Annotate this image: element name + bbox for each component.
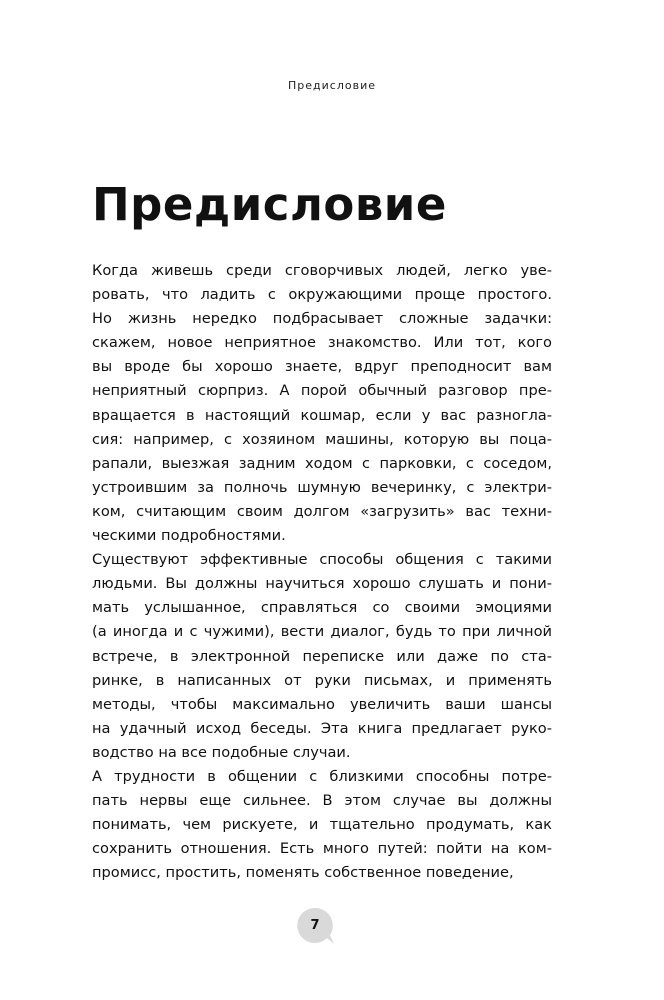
text-line: на удачный исход беседы. Эта книга предлагает руко- (92, 719, 552, 737)
text-line: ринке, в написанных от руки письмах, и применять (92, 671, 552, 689)
text-line: сия: например, с хозяином машины, которую вы поца- (92, 430, 552, 448)
chapter-title: Предисловие (92, 178, 447, 231)
text-line: ком, считающим своим долгом «загрузить» вас техни- (92, 502, 552, 520)
running-header: Предисловие (288, 79, 376, 92)
text-line: (а иногда и с чужими), вести диалог, будь то при личной (92, 623, 552, 641)
text-line: Когда живешь среди сговорчивых людей, легко уве- (92, 262, 552, 279)
paragraph (92, 548, 552, 765)
page-number-badge (297, 907, 335, 945)
text-line: скажем, новое неприятное знакомство. Или тот, кого (92, 334, 552, 352)
text-line: сохранить отношения. Есть много путей: пойти на ком- (92, 840, 552, 858)
text-line: пать нервы еще сильнее. В этом случае вы должны (92, 792, 552, 810)
text-line: ровать, что ладить с окружающими проще простого. (92, 286, 552, 304)
paragraph (92, 765, 552, 885)
text-line: рапали, выезжая задним ходом с парковки, с соседом, (92, 454, 552, 472)
text-line: промисс, простить, поменять собственное поведение, (92, 864, 514, 882)
body-text (92, 259, 552, 885)
text-line: Но жизнь нередко подбрасывает сложные задачки: (92, 310, 552, 328)
text-line: ческими подробностями. (92, 527, 286, 545)
text-line: методы, чтобы максимально увеличить ваши шансы (92, 695, 552, 713)
page-number: 7 (310, 918, 320, 933)
text-line: Существуют эффективные способы общения с такими (92, 551, 552, 569)
text-line: водство на все подобные случаи. (92, 743, 351, 761)
text-line: мать услышанное, справляться со своими эмоциями (92, 599, 552, 617)
text-line: встрече, в электронной переписке или даже по ста- (92, 647, 552, 665)
paragraph (92, 259, 552, 548)
text-line: вращается в настоящий кошмар, если у вас разногла- (92, 406, 552, 424)
text-line: неприятный сюрприз. А порой обычный разговор пре- (92, 382, 552, 400)
text-line: А трудности в общении с близкими способны потре- (92, 767, 552, 785)
text-line: вы вроде бы хорошо знаете, вдруг преподносит вам (92, 358, 552, 376)
text-line: устроившим за полночь шумную вечеринку, с электри- (92, 478, 552, 496)
text-line: людьми. Вы должны научиться хорошо слушать и пони- (92, 575, 552, 593)
text-line: понимать, чем рискуете, и тщательно продумать, как (92, 816, 552, 834)
